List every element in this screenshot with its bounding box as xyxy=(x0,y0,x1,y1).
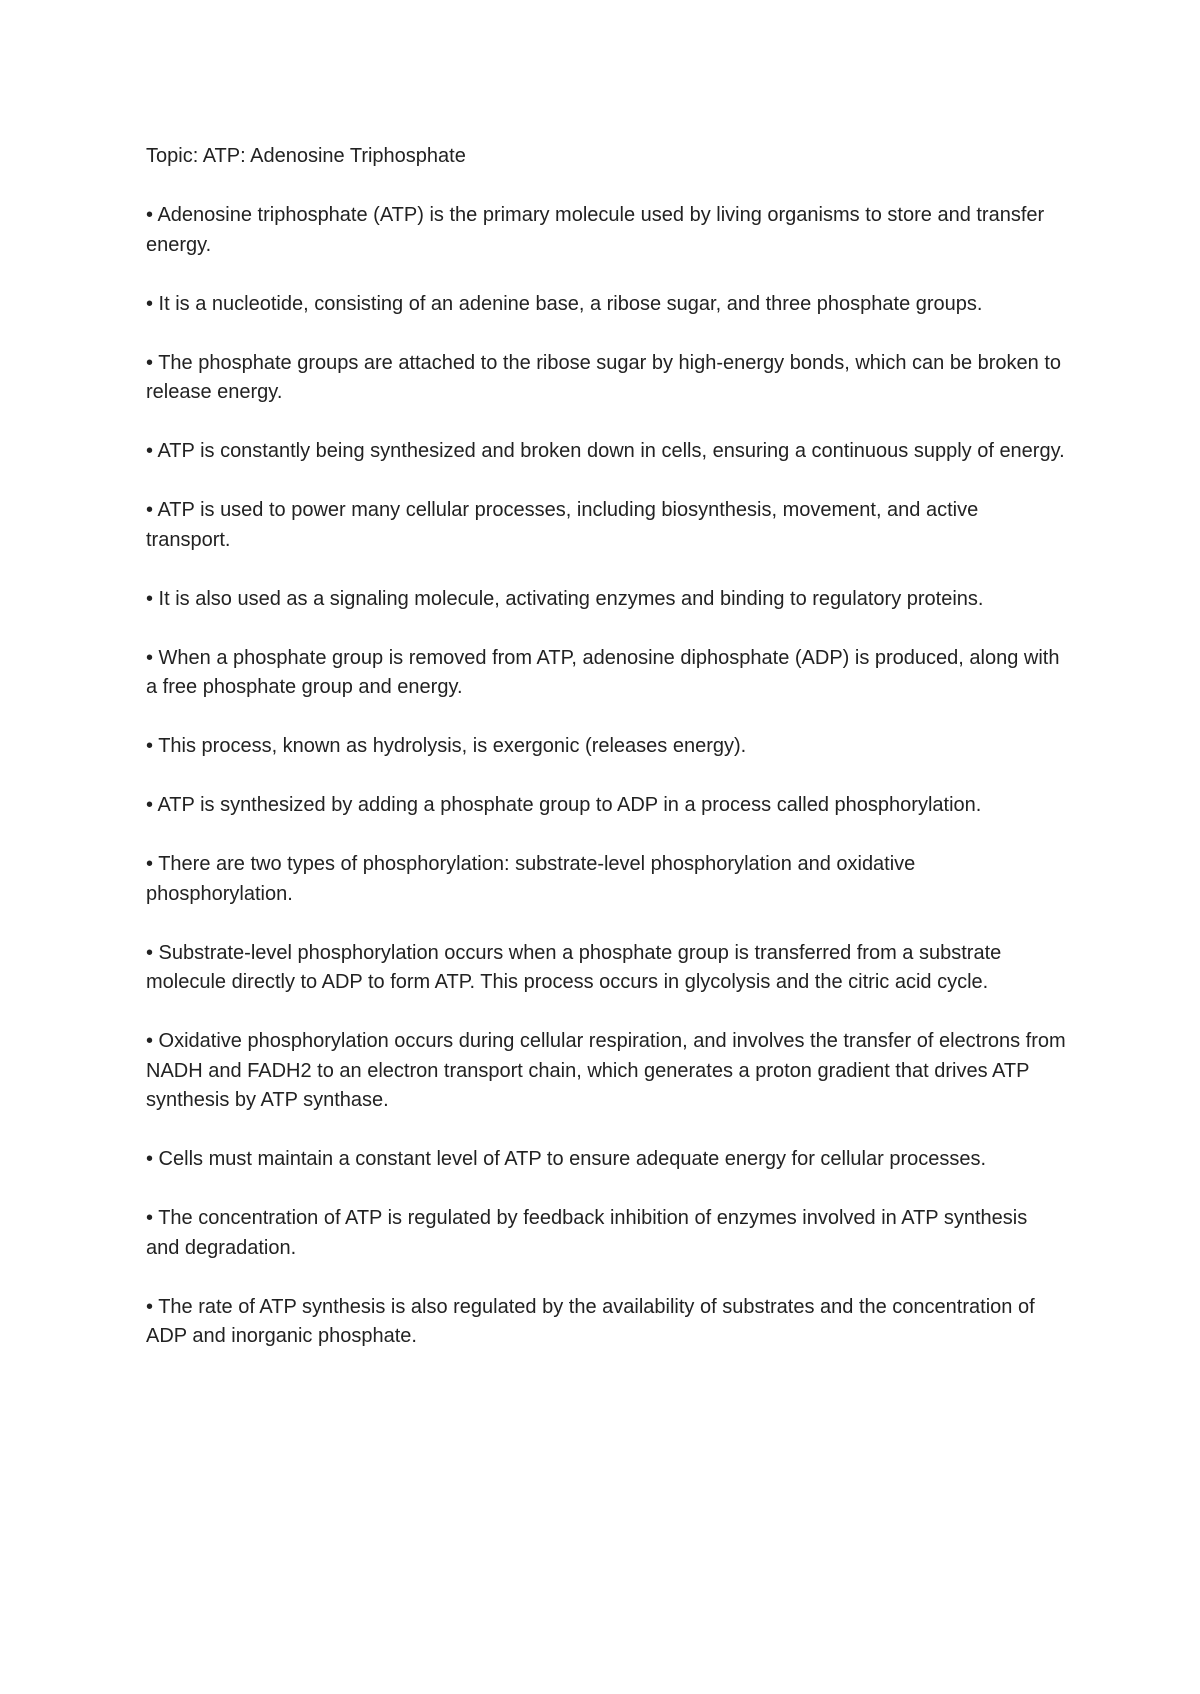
bullet-item: • ATP is constantly being synthesized and broken down in cells, ensuring a continuous supply of energy. xyxy=(146,440,1065,462)
bullet-item: • Substrate-level phosphorylation occurs when a phosphate group is transferred from a substrate molecule directly to ADP to form ATP. This process occurs in glycolysis and the citric acid cycle. xyxy=(146,941,1002,993)
document-body xyxy=(146,142,1066,1381)
bullet-item: • Oxidative phosphorylation occurs during cellular respiration, and involves the transfer of electrons from NADH and FADH2 to an electron transport chain, which generates a proton gradient that drives ATP synthesis by ATP synthase. xyxy=(146,1030,1066,1111)
topic-heading: Topic: ATP: Adenosine Triphosphate xyxy=(146,145,466,167)
bullet-item: • It is a nucleotide, consisting of an adenine base, a ribose sugar, and three phosphate groups. xyxy=(146,292,983,315)
bullet-item: • The concentration of ATP is regulated by feedback inhibition of enzymes involved in ATP synthesis and degradation. xyxy=(146,1207,1028,1259)
bullet-item: • When a phosphate group is removed from ATP, adenosine diphosphate (ADP) is produced, along with a free phosphate group and energy. xyxy=(146,646,1060,698)
bullet-item: • There are two types of phosphorylation: substrate-level phosphorylation and oxidative phosphorylation. xyxy=(146,853,916,905)
bullet-item: • The phosphate groups are attached to the ribose sugar by high-energy bonds, which can be broken to release energy. xyxy=(146,351,1062,403)
bullet-item: • This process, known as hydrolysis, is exergonic (releases energy). xyxy=(146,735,747,757)
bullet-item: • ATP is synthesized by adding a phosphate group to ADP in a process called phosphorylation. xyxy=(146,794,982,816)
bullet-item: • ATP is used to power many cellular processes, including biosynthesis, movement, and active transport. xyxy=(146,499,979,551)
bullet-item: • It is also used as a signaling molecule, activating enzymes and binding to regulatory proteins. xyxy=(146,587,984,610)
bullet-list xyxy=(146,201,1066,1352)
bullet-item: • Cells must maintain a constant level of ATP to ensure adequate energy for cellular processes. xyxy=(146,1148,987,1170)
bullet-item: • The rate of ATP synthesis is also regulated by the availability of substrates and the concentration of ADP and inorganic phosphate. xyxy=(146,1295,1035,1347)
bullet-item: • Adenosine triphosphate (ATP) is the primary molecule used by living organisms to store and transfer energy. xyxy=(146,204,1045,256)
